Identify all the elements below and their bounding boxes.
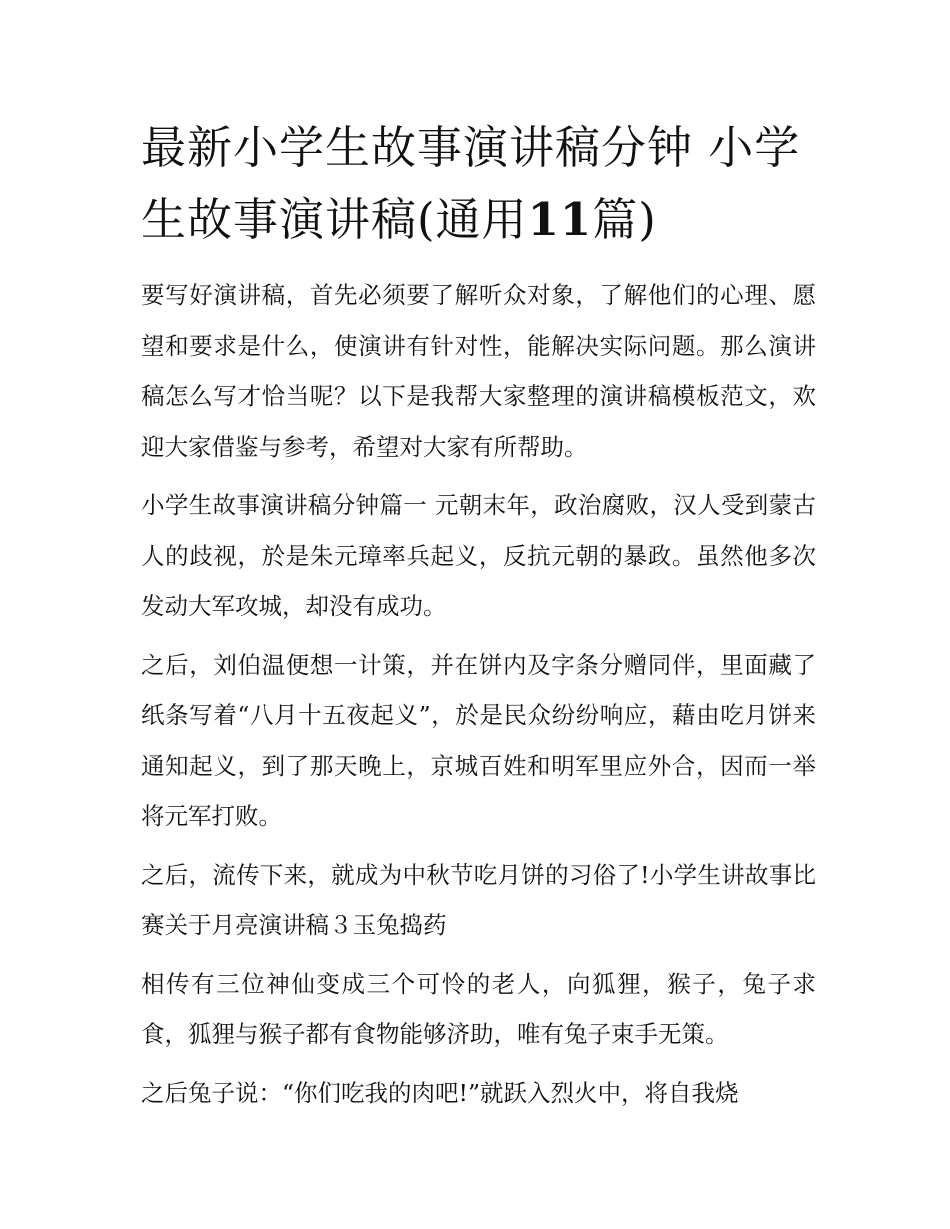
story-paragraph-1: 小学生故事演讲稿分钟篇一 元朝末年，政治腐败，汉人受到蒙古人的歧视，於是朱元璋率兵起义，反抗元朝的暴政。虽然他多次发动大军攻城，却没有成功。: [141, 491, 816, 620]
document-body: [141, 112, 816, 1118]
story-paragraph-3: 之后，流传下来，就成为中秋节吃月饼的习俗了!小学生讲故事比赛关于月亮演讲稿３玉兔捣药: [141, 860, 816, 939]
intro-paragraph: 要写好演讲稿，首先必须要了解听众对象，了解他们的心理、愿望和要求是什么，使演讲有针对性，能解决实际问题。那么演讲稿怎么写才恰当呢？以下是我帮大家整理的演讲稿模板范文，欢迎大家借鉴与参考，希望对大家有所帮助。: [141, 281, 816, 461]
story-paragraph-5: 之后兔子说：“你们吃我的肉吧!”就跃入烈火中，将自我烧: [141, 1078, 739, 1107]
document-title: [141, 112, 816, 256]
story-paragraph-4: 相传有三位神仙变成三个可怜的老人，向狐狸，猴子，兔子求食，狐狸与猴子都有食物能够济助，唯有兔子束手无策。: [141, 969, 816, 1048]
title-suffix: 篇): [592, 193, 657, 246]
title-text: 最新小学生故事演讲稿分钟 小学生故事演讲稿(通用: [141, 121, 801, 246]
story-paragraph-2: 之后，刘伯温便想一计策，并在饼内及字条分赠同伴，里面藏了纸条写着“八月十五夜起义”，於是民众纷纷响应，藉由吃月饼来通知起义，到了那天晚上，京城百姓和明军里应外合，因而一举将元军打败。: [141, 650, 816, 830]
title-number: 11: [527, 193, 593, 246]
